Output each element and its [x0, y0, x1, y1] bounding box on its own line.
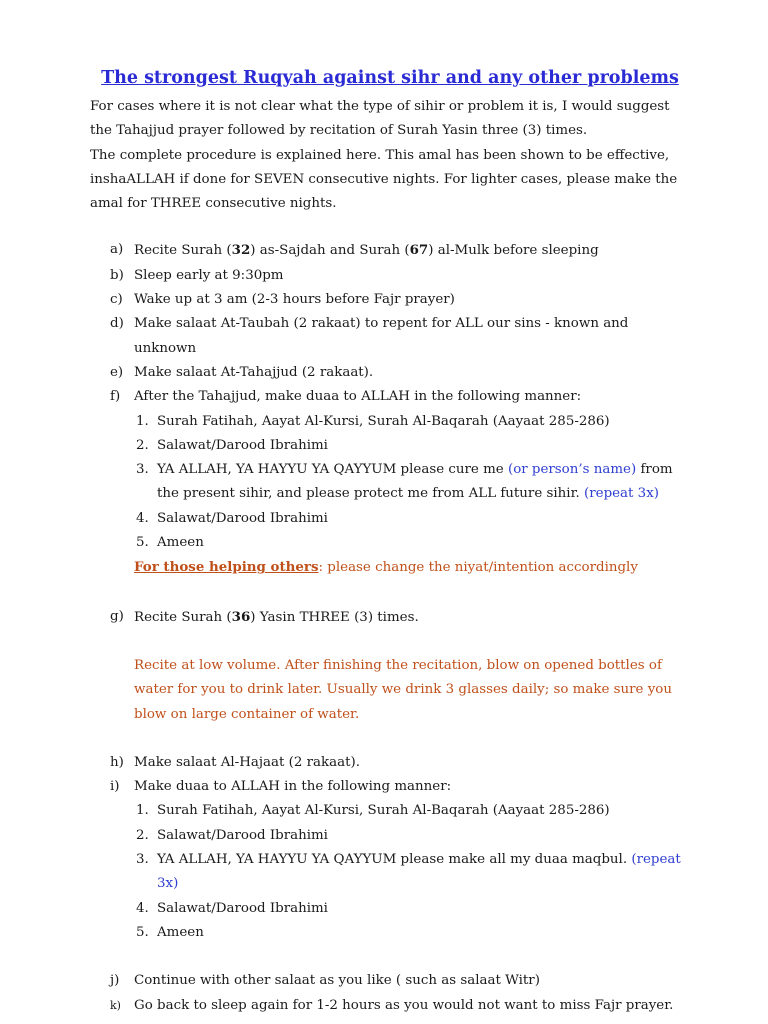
- step-g: g) Recite Surah (36) Yasin THREE (3) times.: [90, 605, 690, 630]
- step-marker: a): [110, 242, 124, 258]
- list-item: 4. Salawat/Darood Ibrahimi: [136, 510, 328, 526]
- helping-others-label: For those helping others: [134, 559, 319, 576]
- step-a: a) Recite Surah (32) as-Sajdah and Surah (67) al-Mulk before sleeping: [90, 238, 690, 263]
- step-marker: i): [110, 779, 120, 795]
- list-item: 4. Salawat/Darood Ibrahimi: [136, 900, 328, 916]
- list-item: 1. Surah Fatihah, Aayat Al-Kursi, Surah Al-Baqarah (Aayaat 285-286): [136, 803, 610, 819]
- intro: [90, 95, 690, 216]
- step-i: i) Make duaa to ALLAH in the following manner:: [90, 775, 690, 799]
- step-j: j) Continue with other salaat as you like ( such as salaat Witr): [90, 969, 690, 993]
- step-e: e) Make salaat At-Tahajjud (2 rakaat).: [90, 361, 690, 385]
- step-marker: d): [110, 316, 124, 332]
- step-marker: e): [110, 364, 124, 380]
- helping-others-note: For those helping others: please change the niyat/intention accordingly: [134, 559, 638, 576]
- step-h: h) Make salaat Al-Hajaat (2 rakaat).: [90, 751, 690, 775]
- list-item: 1. Surah Fatihah, Aayat Al-Kursi, Surah Al-Baqarah (Aayaat 285-286): [136, 413, 610, 429]
- document-title: The strongest Ruqyah against sihr and any other problems: [101, 68, 679, 88]
- document-page: [90, 64, 690, 1018]
- step-b: b) Sleep early at 9:30pm: [90, 264, 690, 288]
- list-item: 5. Ameen: [136, 535, 204, 551]
- step-marker: g): [110, 608, 124, 624]
- step-marker: k): [110, 998, 121, 1012]
- repeat-note: (repeat 3x): [584, 486, 659, 502]
- surah-number: 32: [231, 242, 251, 259]
- step-d: d) Make salaat At-Taubah (2 rakaat) to repent for ALL our sins - known and unknown: [90, 312, 690, 361]
- surah-number: 67: [409, 242, 429, 259]
- repeat-note: (repeat 3x): [157, 852, 681, 892]
- step-marker: h): [110, 754, 124, 770]
- surah-number: 36: [231, 608, 251, 625]
- step-marker: f): [110, 389, 121, 405]
- step-k: k) Go back to sleep again for 1-2 hours as you would not want to miss Fajr prayer.: [90, 994, 690, 1018]
- list-item: 2. Salawat/Darood Ibrahimi: [136, 827, 328, 843]
- step-marker: j): [110, 973, 120, 989]
- list-item: 3. YA ALLAH, YA HAYYU YA QAYYUM please cure me (or person’s name) from the present sihir, and please protect me from ALL future sihir. (repeat 3x): [136, 462, 673, 502]
- step-marker: c): [110, 292, 123, 308]
- persons-name-note: (or person’s name): [507, 462, 637, 478]
- step-f: f) After the Tahajjud, make duaa to ALLAH in the following manner:: [90, 385, 690, 409]
- intro-paragraph-2: The complete procedure is explained here. This amal has been shown to be effective, inshaALLAH if done for SEVEN consecutive nights. For lighter cases, please make the amal for THREE consecutive nights.: [90, 147, 678, 212]
- list-item: 2. Salawat/Darood Ibrahimi: [136, 437, 328, 453]
- list-item: 5. Ameen: [136, 924, 204, 940]
- step-marker: b): [110, 267, 124, 283]
- recitation-note: Recite at low volume. After finishing the recitation, blow on opened bottles of water for you to drink later. Usually we drink 3 glasses daily; so make sure you blow on large container of water.: [134, 657, 672, 722]
- list-item: 3. YA ALLAH, YA HAYYU YA QAYYUM please make all my duaa maqbul. (repeat 3x): [136, 852, 681, 892]
- intro-paragraph-1: For cases where it is not clear what the type of sihir or problem it is, I would suggest the Tahajjud prayer followed by recitation of Surah Yasin three (3) times.: [90, 99, 670, 139]
- step-c: c) Wake up at 3 am (2-3 hours before Fajr prayer): [90, 288, 690, 312]
